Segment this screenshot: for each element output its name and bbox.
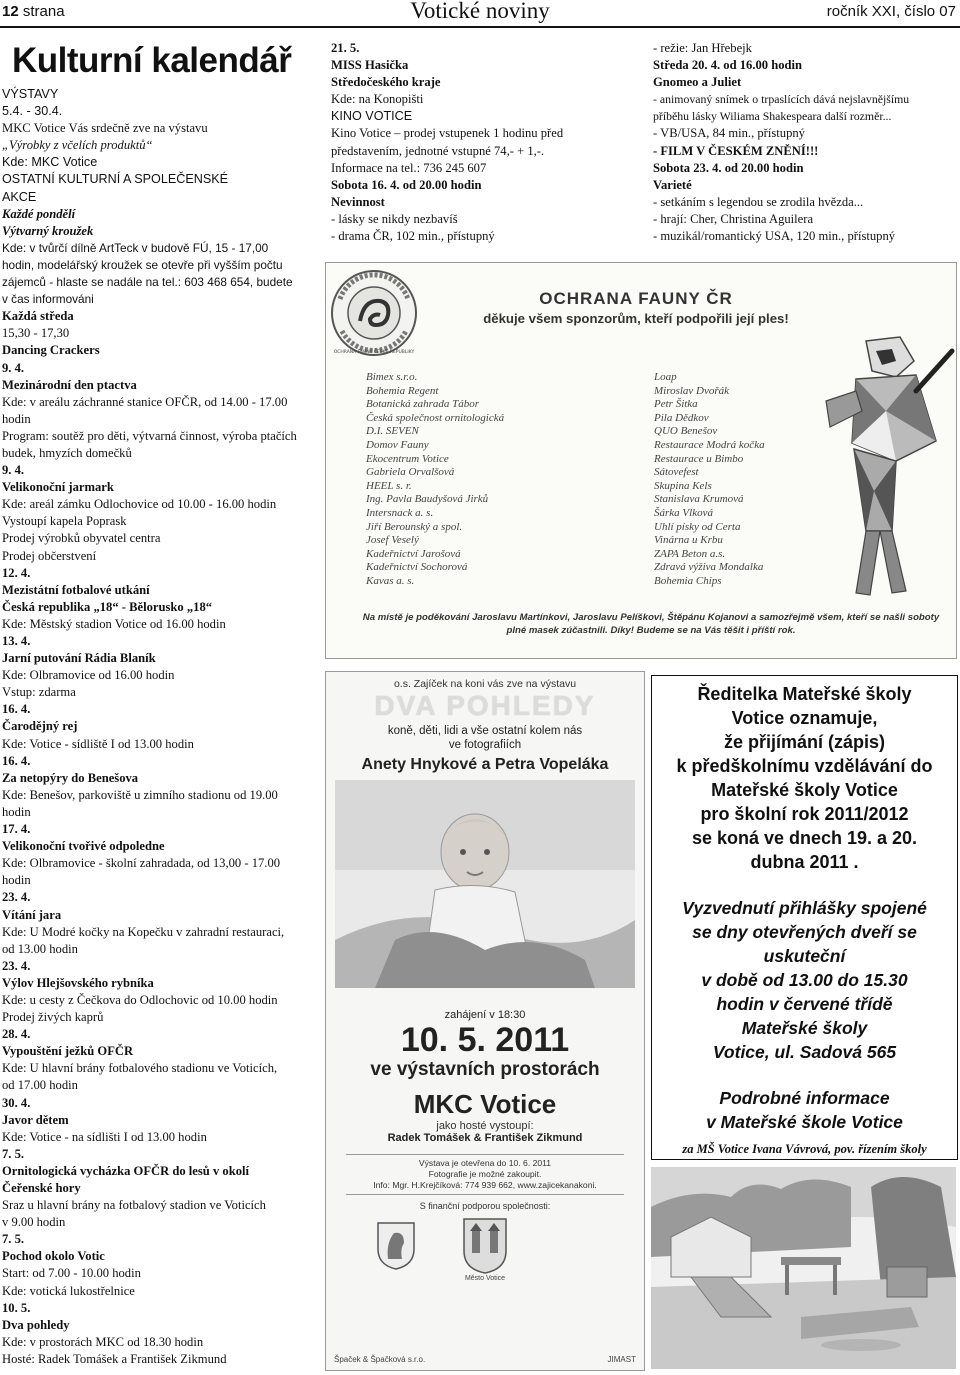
sponsor-item: Kadeřnictví Sochorová: [366, 561, 468, 574]
fauna-thanks-footer: Na místě je poděkování Jaroslavu Martínkovi, Jaroslavu Pelíškovi, Štěpánu Kojanovi a samozřejmě všem, kteří se našli soboty plné masek zúčastnili. Díky! Budeme se na Vás těšit i příští rok.: [362, 612, 940, 636]
fauna-logo-text: OCHRANA FAUNY ČESKÉ REPUBLIKY: [333, 350, 415, 355]
cinema-b-line: Gnomeo a Juliet: [653, 75, 742, 90]
calendar-line: AKCE: [2, 189, 37, 204]
sponsor-item: Jiří Berounský a spol.: [366, 520, 463, 533]
calendar-line: Kde: v prostorách MKC od 18.30 hodin: [2, 1334, 204, 1349]
calendar-line: MKC Votice Vás srdečně zve na výstavu: [2, 121, 208, 136]
cinema-column-right: [653, 40, 956, 245]
calendar-line: 9. 4.: [2, 360, 25, 375]
harlequin-figure-illustration: [796, 331, 956, 601]
calendar-line: Každá středa: [2, 309, 74, 324]
calendar-line: 5.4. - 30.4.: [2, 104, 63, 119]
calendar-line: Jarní putování Rádia Blaník: [2, 651, 156, 666]
calendar-list: [2, 86, 314, 1368]
calendar-line: Program: soutěž pro děti, výtvarná činnost, výroba ptačích: [2, 428, 297, 443]
sponsor-item: Kavas a. s.: [366, 574, 415, 587]
sponsor-spacek: Špaček & Špačková s.r.o.: [334, 1355, 426, 1364]
cinema-b-line: - animovaný snímek o trpaslících dává nejslavnějšímu: [653, 92, 910, 107]
sponsor-item: Miroslav Dvořák: [654, 384, 730, 397]
calendar-line: 28. 4.: [2, 1027, 31, 1042]
sponsor-item: Ing. Pavla Baudyšová Jirků: [366, 493, 489, 506]
section-title: Kulturní kalendář: [12, 41, 292, 80]
sponsor-item: Česká společnost ornitologická: [366, 411, 505, 424]
calendar-line: Prodej živých kaprů: [2, 1010, 104, 1025]
calendar-line: Kde: Votice - na sídlišti I od 13.00 hodin: [2, 1129, 207, 1144]
calendar-line: Mezistátní fotbalové utkání: [2, 582, 150, 597]
sponsor-item: Intersnack a. s.: [366, 506, 434, 519]
calendar-line: Sraz u hlavní brány na fotbalový stadion ve Voticích: [2, 1198, 266, 1213]
calendar-line: Čeřenské hory: [2, 1181, 81, 1195]
sponsor-item: Šárka Vlková: [654, 506, 713, 519]
sponsor-item: Restaurace Modrá kočka: [654, 438, 765, 451]
sponsor-item: Stanislava Krumová: [654, 493, 744, 506]
poster-guests-label: jako hosté vystoupí:: [436, 1120, 534, 1132]
calendar-line: 9. 4.: [2, 463, 25, 478]
calendar-line: v čas informováni: [2, 292, 94, 307]
fauna-heading: [426, 289, 846, 326]
calendar-line: Vstup: zdarma: [2, 685, 76, 700]
cinema-a-line: - drama ČR, 102 min., přístupný: [331, 229, 495, 244]
fauna-logo: [330, 269, 418, 357]
calendar-line: VÝSTAVY: [2, 87, 59, 101]
notice-pickup-line: Mateřské školy: [741, 1018, 868, 1038]
partner-logos: [326, 1215, 644, 1285]
sponsor-item: Kadeřnictví Jarošová: [366, 547, 461, 560]
calendar-line: Start: od 7.00 - 10.00 hodin: [2, 1266, 141, 1281]
calendar-line: Kde: U Modré kočky na Kopečku v zahradní restauraci,: [2, 924, 285, 939]
calendar-line: 17. 4.: [2, 822, 31, 837]
sponsor-item: Vinárna u Krbu: [654, 534, 723, 547]
child-on-horse-photo: [335, 780, 635, 988]
sponsor-item: Pila Dědkov: [654, 411, 709, 424]
notice-title-line: Mateřské školy Votice: [711, 780, 898, 800]
notice-title-line: se koná ve dnech 19. a 20.: [691, 828, 918, 848]
cinema-list-b: [653, 40, 956, 245]
calendar-line: hodin, modelářský kroužek se otevře při vyšším počtu: [2, 257, 283, 272]
calendar-line: hodin: [2, 873, 31, 888]
exhibition-poster: [325, 671, 645, 1371]
notice-title-line: dubna 2011 .: [750, 852, 859, 872]
calendar-line: Každé pondělí: [2, 206, 76, 221]
poster-place: ve výstavních prostorách: [370, 1059, 600, 1080]
sponsor-item: Uhlí písky od Certa: [654, 520, 741, 533]
calendar-line: Kde: U hlavní brány fotbalového stadionu ve Voticích,: [2, 1061, 278, 1076]
sponsor-item: HEEL s. r.: [366, 479, 412, 492]
calendar-line: Kde: Olbramovice - školní zahradada, od 13,00 - 17.00: [2, 856, 281, 871]
calendar-line: „Výrobky z včelích produktů“: [2, 138, 153, 153]
cinema-a-line: Sobota 16. 4. od 20.00 hodin: [331, 177, 482, 192]
poster-subtitle: [326, 724, 644, 752]
notice-title-line: k předškolnímu vzdělávání do: [676, 756, 933, 776]
calendar-line: Kde: Městský stadion Votice od 16.00 hodin: [2, 616, 226, 631]
cinema-a-line: - lásky se nikdy nezbavíš: [331, 211, 458, 226]
calendar-line: hodin: [2, 804, 31, 819]
notice-info-line: Podrobné informace: [719, 1088, 890, 1108]
notice-title-line: Ředitelka Mateřské školy: [697, 684, 912, 704]
notice-pickup-line: hodin v červené třídě: [716, 994, 893, 1014]
calendar-line: OSTATNÍ KULTURNÍ A SPOLEČENSKÉ: [2, 172, 229, 187]
sponsor-item: Bimex s.r.o.: [366, 371, 418, 383]
cinema-b-line: - VB/USA, 84 min., přístupný: [653, 126, 805, 141]
sponsor-jimast: JIMAST: [607, 1355, 636, 1364]
cinema-list-a: [331, 40, 621, 245]
notice-info: [652, 1086, 957, 1134]
cinema-a-line: Kde: na Konopišti: [331, 92, 424, 107]
fauna-sponsor-poster: [325, 262, 957, 659]
page-header: [0, 0, 960, 28]
calendar-line: Vítání jara: [2, 907, 62, 922]
calendar-line: 16. 4.: [2, 702, 31, 717]
notice-pickup-line: se dny otevřených dveří se: [692, 922, 917, 942]
calendar-line: Velikonoční jarmark: [2, 480, 114, 495]
calendar-line: Prodej výrobků obyvatel centra: [2, 531, 161, 546]
cinema-a-line: MISS Hasička: [331, 58, 409, 73]
calendar-line: budek, hmyzích domečků: [2, 445, 132, 460]
cinema-a-line: Informace na tel.: 736 245 607: [331, 160, 487, 175]
calendar-line: 13. 4.: [2, 634, 31, 648]
votice-coat-of-arms: [460, 1215, 510, 1275]
calendar-line: Za netopýry do Benešova: [2, 770, 139, 785]
playground-photo: [651, 1167, 956, 1369]
calendar-line: Mezinárodní den ptactva: [2, 377, 137, 392]
calendar-line: 30. 4.: [2, 1095, 31, 1110]
sponsor-item: Ekocentrum Votice: [366, 452, 449, 465]
notice-title: [652, 682, 957, 874]
cinema-a-line: KINO VOTICE: [331, 109, 413, 124]
poster-date: 10. 5. 2011: [400, 1021, 570, 1059]
poster-info-3: Info: Mgr. H.Krejčíková: 774 939 662, www.zajicekanakoni.: [373, 1180, 597, 1190]
cinema-b-line: Sobota 23. 4. od 20.00 hodin: [653, 160, 804, 175]
cinema-a-line: představením, jednotné vstupné 74,- + 1,-.: [331, 143, 545, 158]
fauna-h2: děkuje všem sponzorům, kteří podpořili její ples!: [483, 311, 789, 326]
calendar-line: 23. 4.: [2, 958, 31, 973]
cinema-a-line: Kino Votice – prodej vstupenek 1 hodinu před: [331, 126, 564, 141]
sponsor-item: Loap: [654, 371, 677, 383]
calendar-line: Kde: u cesty z Čečkova do Odlochovic od 10.00 hodin: [2, 992, 278, 1007]
calendar-line: od 17.00 hodin: [2, 1078, 78, 1093]
notice-info-line: v Mateřské škole Votice: [706, 1112, 903, 1132]
page-word: strana: [22, 3, 65, 20]
calendar-line: Kde: v areálu záchranné stanice OFČR, od 14.00 - 17.00: [2, 394, 288, 409]
calendar-line: zájemců - hlaste se nadále na tel.: 603 468 654, budete: [2, 275, 293, 290]
poster-info: [346, 1154, 624, 1195]
cinema-b-line: příběhu lásky Wiliama Shakespeara další rozměr...: [653, 109, 892, 124]
sponsor-item: QUO Benešov: [654, 425, 718, 438]
issue-info: ročník XXI, číslo 07: [826, 3, 956, 20]
calendar-line: Dancing Crackers: [2, 343, 100, 358]
calendar-line: 23. 4.: [2, 890, 31, 905]
calendar-line: 7. 5.: [2, 1232, 25, 1247]
notice-signature: za MŠ Votice Ivana Vávrová, pov. řízením školy: [682, 1142, 927, 1156]
calendar-line: Čarodějný rej: [2, 719, 78, 734]
sponsor-item: Bohemia Regent: [366, 384, 439, 397]
sponsor-list-left: [366, 371, 586, 589]
sponsor-item: Gabriela Orvalšová: [366, 466, 455, 479]
poster-info-2: Fotografie je možné zakoupit.: [428, 1169, 542, 1179]
cinema-a-line: Nevinnost: [331, 194, 385, 209]
calendar-column: [2, 40, 314, 1368]
sponsor-item: Bohemia Chips: [654, 574, 722, 587]
sponsor-item: D.I. SEVEN: [366, 425, 419, 438]
poster-title: DVA POHLEDY: [374, 690, 596, 721]
cinema-b-line: Středa 20. 4. od 16.00 hodin: [653, 58, 803, 73]
sponsor-item: Josef Veselý: [366, 534, 419, 547]
sponsor-item: Zdravá výživa Mondalka: [654, 561, 764, 574]
notice-title-line: Votice oznamuje,: [731, 708, 878, 728]
cinema-b-line: - FILM V ČESKÉM ZNĚNÍ!!!: [653, 143, 819, 158]
calendar-line: Vystoupí kapela Poprask: [2, 514, 127, 529]
fauna-h1: OCHRANA FAUNY ČR: [539, 289, 733, 308]
sponsor-item: Restaurace u Bimbo: [654, 452, 744, 465]
poster-info-1: Výstava je otevřena do 10. 6. 2011: [418, 1158, 552, 1168]
notice-pickup-line: Vyzvednutí přihlášky spojené: [682, 898, 927, 918]
calendar-line: 12. 4.: [2, 565, 31, 580]
calendar-line: Výlov Hlejšovského rybníka: [2, 975, 154, 990]
newspaper-title: Votické noviny: [410, 0, 550, 23]
cinema-b-line: - režie: Jan Hřebejk: [653, 41, 752, 55]
poster-sponsors: [334, 1355, 636, 1364]
calendar-line: Česká republika „18“ - Bělorusko „18“: [2, 599, 213, 614]
calendar-line: Kde: Olbramovice od 16.00 hodin: [2, 668, 175, 683]
cinema-column: [331, 40, 621, 245]
calendar-line: 10. 5.: [2, 1300, 31, 1315]
calendar-line: Kde: v tvůrčí dílně ArtTeck v budově FÚ, 15 - 17,00: [2, 240, 269, 255]
calendar-line: Prodej občerstvení: [2, 548, 97, 563]
sponsor-item: Domov Fauny: [366, 438, 429, 451]
calendar-line: Pochod okolo Votic: [2, 1249, 105, 1264]
calendar-line: Javor dětem: [2, 1112, 69, 1127]
kindergarten-enrollment-notice: [651, 675, 958, 1160]
calendar-line: Kde: votická lukostřelnice: [2, 1283, 135, 1298]
notice-pickup-line: v době od 13.00 do 15.30: [701, 970, 908, 990]
poster-subtitle-2: ve fotografiích: [448, 739, 522, 751]
sponsor-item: Botanická zahrada Tábor: [366, 398, 480, 411]
notice-pickup-line: Votice, ul. Sadová 565: [712, 1042, 897, 1062]
calendar-line: v 9.00 hodin: [2, 1215, 66, 1230]
notice-pickup: [652, 896, 957, 1064]
calendar-line: 15,30 - 17,30: [2, 326, 70, 341]
calendar-line: hodin: [2, 411, 31, 426]
calendar-line: Velikonoční tvořivé odpoledne: [2, 839, 165, 854]
sponsor-item: Skupina Kels: [654, 479, 712, 492]
cinema-b-line: - hrají: Cher, Christina Aguilera: [653, 211, 814, 226]
page-number-value: 12: [2, 3, 19, 20]
notice-title-line: že přijímání (zápis): [723, 732, 886, 752]
calendar-line: Kde: areál zámku Odlochovice od 10.00 - 16.00 hodin: [2, 497, 277, 512]
cinema-a-line: Středočeského kraje: [331, 75, 441, 90]
sponsor-item: ZAPA Beton a.s.: [654, 547, 726, 560]
calendar-line: Výtvarný kroužek: [2, 223, 94, 238]
cinema-b-line: - setkáním s legendou se zrodila hvězda...: [653, 194, 864, 209]
cinema-b-line: - muzikál/romantický USA, 120 min., přístupný: [653, 229, 896, 244]
calendar-line: 7. 5.: [2, 1146, 25, 1161]
poster-venue: MKC Votice: [413, 1089, 557, 1119]
sponsor-item: Sátovefest: [654, 466, 699, 479]
cinema-b-line: Varieté: [653, 177, 692, 192]
notice-title-line: pro školní rok 2011/2012: [700, 804, 909, 824]
calendar-line: Kde: Benešov, parkoviště u zimního stadionu od 19.00: [2, 787, 278, 802]
calendar-line: Hosté: Radek Tomášek a František Zikmund: [2, 1351, 227, 1366]
horse-head-logo: [374, 1219, 418, 1271]
calendar-line: Kde: Votice - sídliště I od 13.00 hodin: [2, 736, 194, 751]
poster-intro: o.s. Zajíček na koni vás zve na výstavu: [393, 678, 577, 690]
calendar-line: 16. 4.: [2, 753, 31, 768]
cinema-a-line: 21. 5.: [331, 41, 360, 55]
calendar-line: od 13.00 hodin: [2, 941, 78, 956]
city-logo-caption: Město Votice: [464, 1275, 506, 1282]
calendar-line: Kde: MKC Votice: [2, 155, 98, 170]
poster-opening-time: zahájení v 18:30: [444, 1009, 526, 1021]
calendar-line: Vypouštění ježků OFČR: [2, 1044, 134, 1059]
poster-authors: Anety Hnykové a Petra Vopeláka: [361, 756, 609, 773]
poster-partners-label: S finanční podporou společnosti:: [419, 1201, 551, 1211]
poster-subtitle-1: koně, děti, lidi a vše ostatní kolem nás: [387, 725, 583, 737]
calendar-line: Dva pohledy: [2, 1317, 70, 1332]
sponsor-item: Petr Šitka: [654, 398, 698, 411]
notice-pickup-line: uskuteční: [763, 946, 846, 966]
calendar-line: Ornitologická vycházka OFČR do lesů v okolí: [2, 1163, 249, 1178]
poster-guests: Radek Tomášek & František Zikmund: [387, 1132, 583, 1144]
